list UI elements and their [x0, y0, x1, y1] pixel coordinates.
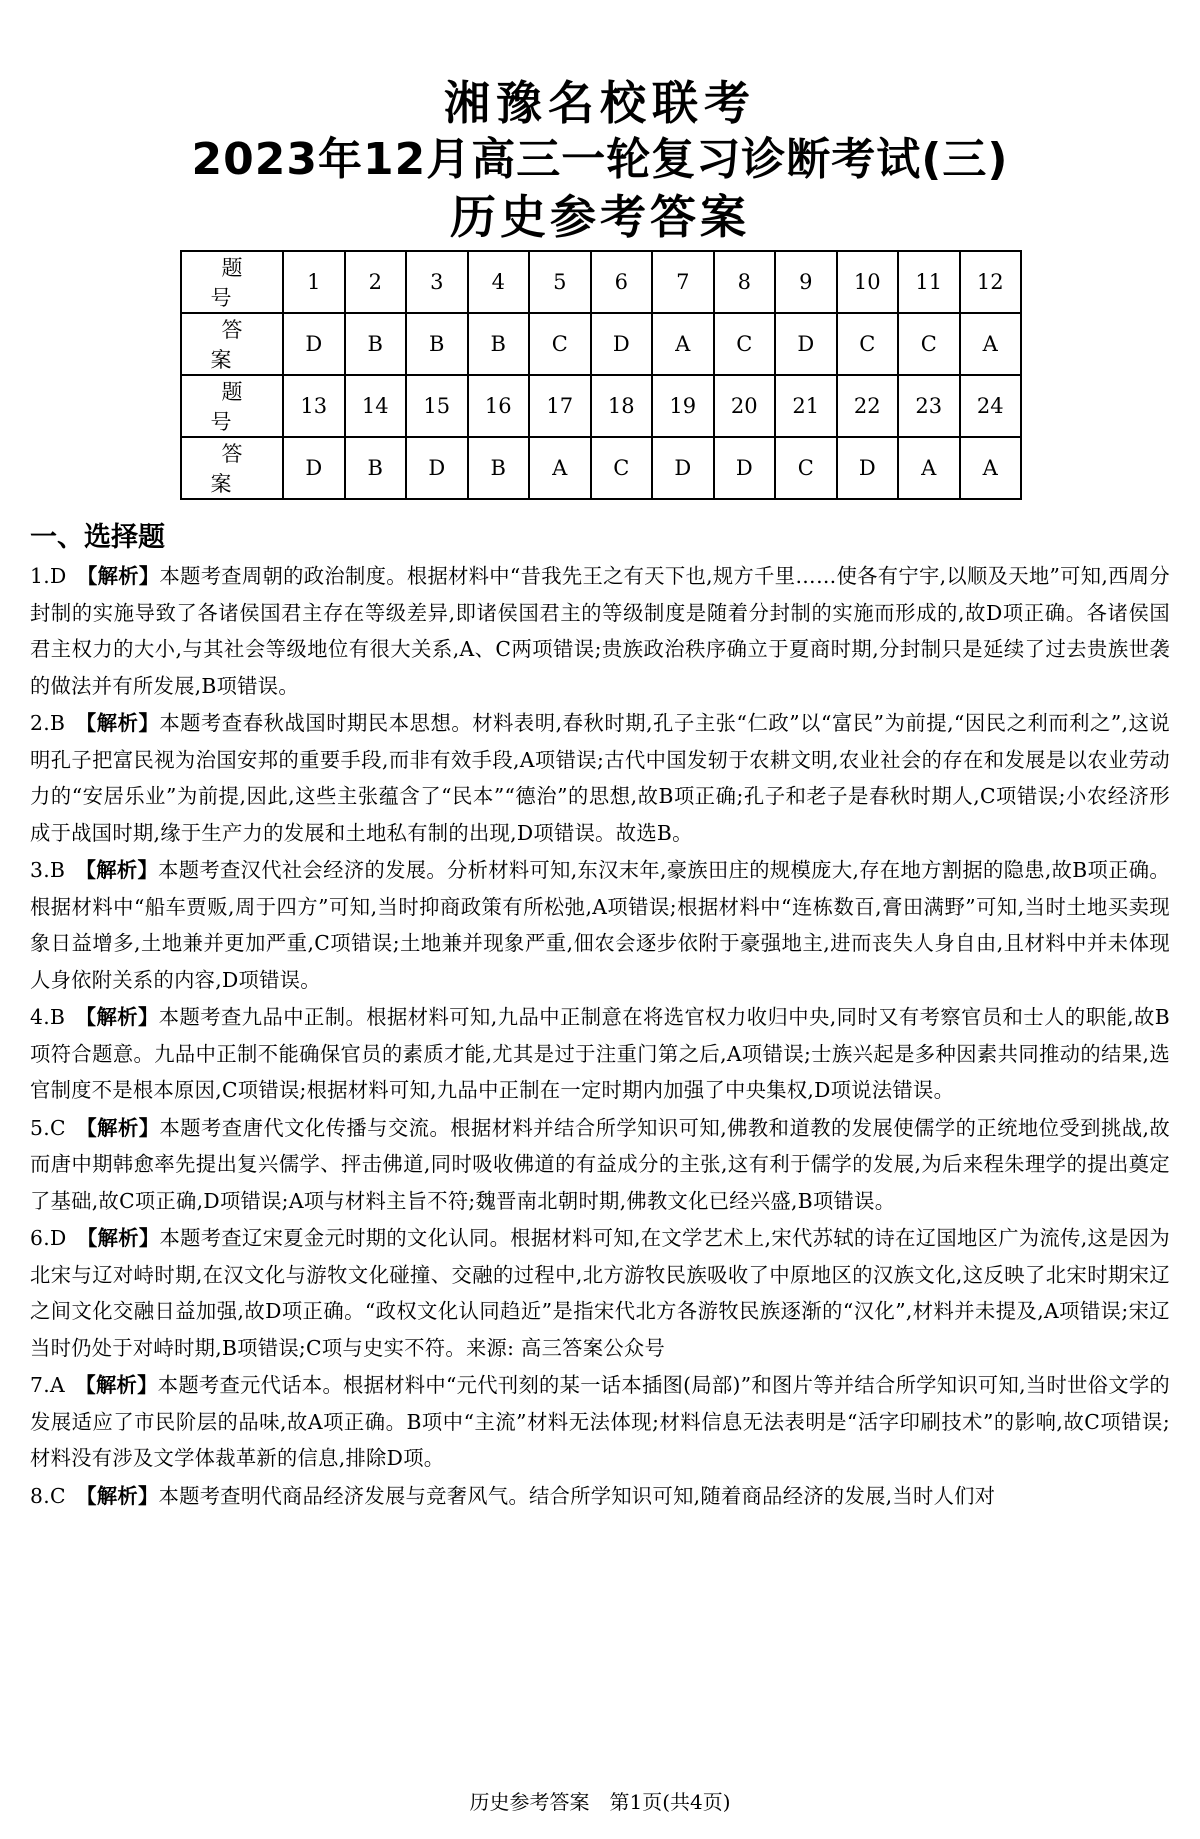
answer-cell: D: [283, 313, 345, 375]
question-number-cell: 3: [406, 251, 468, 313]
question-number-cell: 24: [960, 375, 1022, 437]
answer-cell: D: [775, 313, 837, 375]
question-number-cell: 16: [468, 375, 530, 437]
question-number-cell: 2: [345, 251, 407, 313]
question-number-cell: 17: [529, 375, 591, 437]
answer-cell: C: [714, 313, 776, 375]
exam-org-title: 湘豫名校联考: [444, 76, 756, 130]
explanation-text: 本题考查元代话本。根据材料中“元代刊刻的某一话本插图(局部)”和图片等并结合所学知识可知,当时世俗文学的发展适应了市民阶层的品味,故A项正确。B项中“主流”材料无法体现;材料信息无法表明是“活字印刷技术”的影响,故C项错误;材料没有涉及文学体裁革新的信息,排除D项。: [30, 1373, 1170, 1470]
row-label: 答案: [181, 313, 283, 375]
answer-cell: B: [406, 313, 468, 375]
question-explanation: [30, 999, 1170, 1109]
answer-cell: D: [591, 313, 653, 375]
explanation-text: 本题考查明代商品经济发展与竞奢风气。结合所学知识可知,随着商品经济的发展,当时人们对: [158, 1483, 996, 1508]
question-number-cell: 1: [283, 251, 345, 313]
table-row: [181, 437, 1021, 499]
answer-cell: B: [345, 437, 407, 499]
question-number-cell: 12: [960, 251, 1022, 313]
answer-cell: A: [898, 437, 960, 499]
question-explanation: [30, 558, 1170, 704]
explanation-text: 本题考查周朝的政治制度。根据材料中“昔我先王之有天下也,规方千里……使各有宁宇,以顺及天地”可知,西周分封制的实施导致了各诸侯国君主存在等级差异,即诸侯国君主的等级制度是随着分封制的实施而形成的,故D项正确。各诸侯国君主权力的大小,与其社会等级地位有很大关系,A、C两项错误;贵族政治秩序确立于夏商时期,分封制只是延续了过去贵族世袭的做法并有所发展,B项错误。: [30, 564, 1171, 698]
analysis-tag: 【解析】: [76, 1115, 160, 1140]
page-footer: 历史参考答案 第1页(共4页): [469, 1790, 731, 1814]
answer-cell: D: [837, 437, 899, 499]
answer-cell: B: [468, 313, 530, 375]
question-number-cell: 4: [468, 251, 530, 313]
question-answer-number: 1.D: [30, 564, 67, 588]
answer-cell: A: [652, 313, 714, 375]
answer-cell: D: [283, 437, 345, 499]
row-label: 题号: [181, 375, 283, 437]
answer-cell: B: [468, 437, 530, 499]
question-explanation: [30, 1220, 1170, 1366]
question-number-cell: 14: [345, 375, 407, 437]
answer-cell: C: [837, 313, 899, 375]
answer-table: [180, 250, 1022, 500]
question-answer-number: 4.B: [30, 1005, 66, 1029]
question-number-cell: 22: [837, 375, 899, 437]
question-answer-number: 2.B: [30, 711, 66, 735]
answer-cell: A: [529, 437, 591, 499]
question-explanation: [30, 1367, 1170, 1477]
answer-cell: C: [775, 437, 837, 499]
answer-cell: C: [529, 313, 591, 375]
analysis-tag: 【解析】: [76, 1483, 159, 1508]
table-row: [181, 375, 1021, 437]
analysis-tag: 【解析】: [76, 564, 160, 588]
question-number-cell: 10: [837, 251, 899, 313]
question-number-cell: 13: [283, 375, 345, 437]
question-number-cell: 19: [652, 375, 714, 437]
section-title: 一、选择题: [30, 522, 165, 553]
question-explanation: [30, 1110, 1170, 1220]
table-row: [181, 313, 1021, 375]
answer-cell: D: [714, 437, 776, 499]
answer-cell: D: [406, 437, 468, 499]
question-answer-number: 3.B: [30, 858, 66, 882]
explanation-text: 本题考查九品中正制。根据材料可知,九品中正制意在将选官权力收归中央,同时又有考察官员和士人的职能,故B项符合题意。九品中正制不能确保官员的素质才能,尤其是过于注重门第之后,A项错误;士族兴起是多种因素共同推动的结果,选官制度不是根本原因,C项错误;根据材料可知,九品中正制在一定时期内加强了中央集权,D项说法错误。: [30, 1005, 1170, 1102]
question-number-cell: 15: [406, 375, 468, 437]
table-row: [181, 251, 1021, 313]
question-number-cell: 9: [775, 251, 837, 313]
question-explanation: [30, 1478, 1170, 1515]
analysis-tag: 【解析】: [76, 1226, 160, 1250]
question-answer-number: 8.C: [30, 1483, 66, 1508]
question-answer-number: 5.C: [30, 1115, 66, 1140]
row-label: 答案: [181, 437, 283, 499]
question-number-cell: 11: [898, 251, 960, 313]
question-explanation: [30, 705, 1170, 851]
answer-key-title: 历史参考答案: [450, 190, 750, 244]
explanation-text: 本题考查汉代社会经济的发展。分析材料可知,东汉末年,豪族田庄的规模庞大,存在地方割据的隐患,故B项正确。根据材料中“船车贾贩,周于四方”可知,当时抑商政策有所松弛,A项错误;根据材料中“连栋数百,膏田满野”可知,当时土地买卖现象日益增多,土地兼并更加严重,C项错误;土地兼并现象严重,佃农会逐步依附于豪强地主,进而丧失人身自由,且材料中并未体现人身依附关系的内容,D项错误。: [30, 858, 1171, 992]
explanation-text: 本题考查春秋战国时期民本思想。材料表明,春秋时期,孔子主张“仁政”以“富民”为前提,“因民之利而利之”,这说明孔子把富民视为治国安邦的重要手段,而非有效手段,A项错误;古代中国发轫于农耕文明,农业社会的存在和发展是以农业劳动力的“安居乐业”为前提,因此,这些主张蕴含了“民本”“德治”的思想,故B项正确;孔子和老子是春秋时期人,C项错误;小农经济形成于战国时期,缘于生产力的发展和土地私有制的出现,D项错误。故选B。: [30, 711, 1171, 845]
analysis-tag: 【解析】: [75, 1005, 159, 1029]
analysis-tag: 【解析】: [75, 711, 160, 735]
answer-cell: A: [960, 437, 1022, 499]
answer-cell: C: [898, 313, 960, 375]
question-list: [30, 558, 1170, 1515]
analysis-tag: 【解析】: [75, 858, 159, 882]
exam-name-title: 2023年12月高三一轮复习诊断考试(三): [191, 134, 1009, 185]
row-label: 题号: [181, 251, 283, 313]
question-number-cell: 18: [591, 375, 653, 437]
analysis-tag: 【解析】: [75, 1373, 158, 1397]
question-number-cell: 5: [529, 251, 591, 313]
question-number-cell: 7: [652, 251, 714, 313]
answer-cell: C: [591, 437, 653, 499]
question-answer-number: 7.A: [30, 1373, 65, 1397]
explanation-text: 本题考查辽宋夏金元时期的文化认同。根据材料可知,在文学艺术上,宋代苏轼的诗在辽国地区广为流传,这是因为北宋与辽对峙时期,在汉文化与游牧文化碰撞、交融的过程中,北方游牧民族吸收了中原地区的汉族文化,这反映了北宋时期宋辽之间文化交融日益加强,故D项正确。“政权文化认同趋近”是指宋代北方各游牧民族逐渐的“汉化”,材料并未提及,A项错误;宋辽当时仍处于对峙时期,B项错误;C项与史实不符。来源: 高三答案公众号: [30, 1226, 1170, 1360]
question-answer-number: 6.D: [30, 1226, 67, 1250]
question-number-cell: 23: [898, 375, 960, 437]
answer-cell: D: [652, 437, 714, 499]
answer-cell: B: [345, 313, 407, 375]
explanation-text: 本题考查唐代文化传播与交流。根据材料并结合所学知识可知,佛教和道教的发展使儒学的正统地位受到挑战,故而唐中期韩愈率先提出复兴儒学、抨击佛道,同时吸收佛道的有益成分的主张,这有利于儒学的发展,为后来程朱理学的提出奠定了基础,故C项正确,D项错误;A项与材料主旨不符;魏晋南北朝时期,佛教文化已经兴盛,B项错误。: [30, 1115, 1170, 1213]
answer-cell: A: [960, 313, 1022, 375]
question-number-cell: 8: [714, 251, 776, 313]
question-explanation: [30, 852, 1170, 998]
question-number-cell: 20: [714, 375, 776, 437]
question-number-cell: 6: [591, 251, 653, 313]
document-header: [0, 74, 1200, 246]
question-number-cell: 21: [775, 375, 837, 437]
